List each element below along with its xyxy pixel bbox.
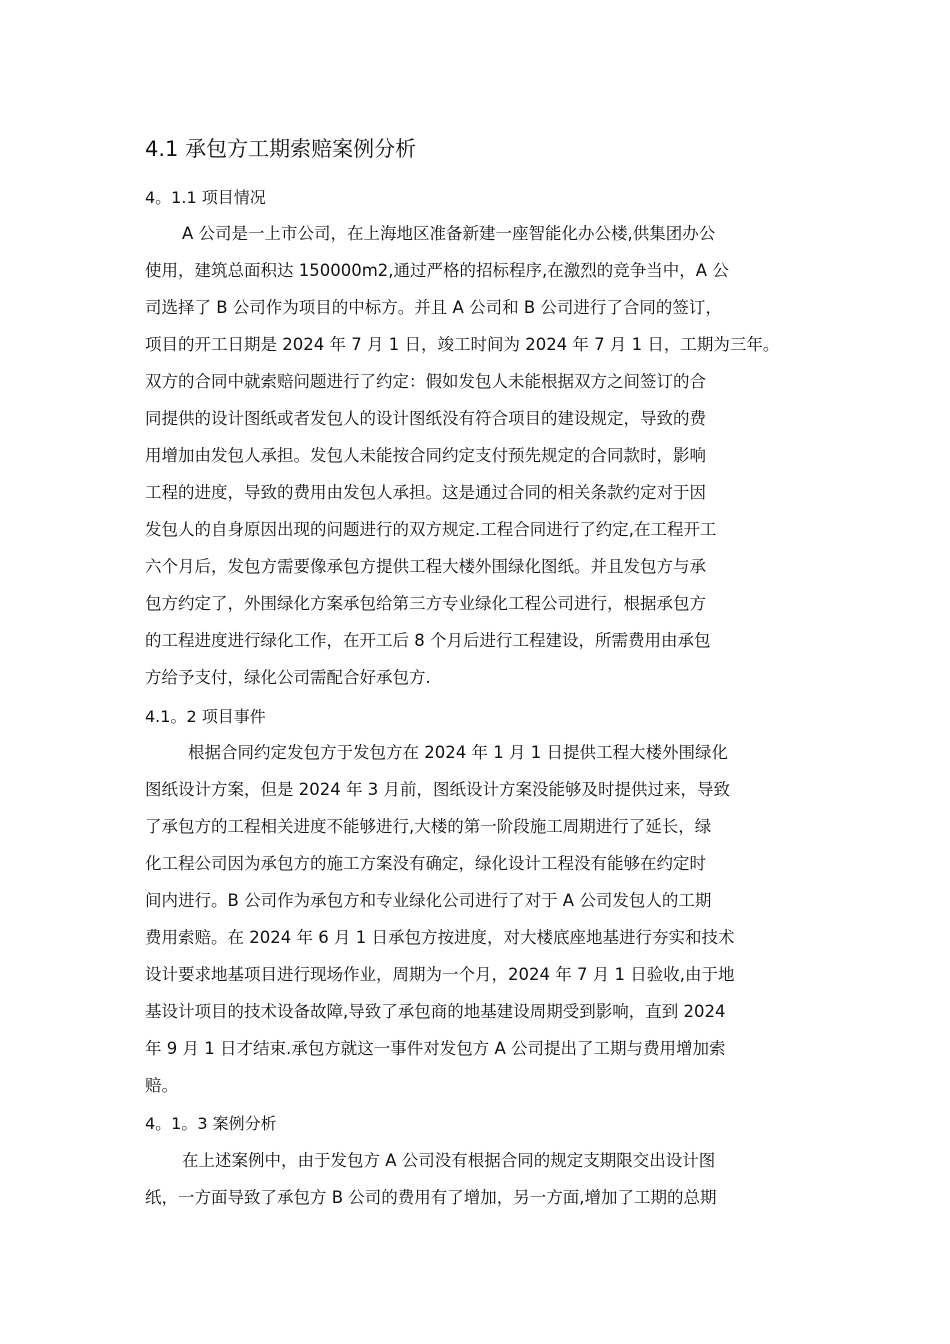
paragraph-line: 方给予支付，绿化公司需配合好承包方. [145, 668, 431, 687]
paragraph-line: 图纸设计方案，但是 2024 年 3 月前，图纸设计方案没能够及时提供过来，导致 [145, 780, 730, 799]
paragraph-line: 化工程公司因为承包方的施工方案没有确定，绿化设计工程没有能够在约定时 [145, 854, 706, 873]
paragraph-line: 六个月后，发包方需要像承包方提供工程大楼外围绿化图纸。并且发包方与承 [145, 557, 706, 576]
paragraph-line: 年 9 月 1 日才结束.承包方就这一事件对发包方 A 公司提出了工期与费用增加索 [145, 1039, 726, 1058]
subsection-heading-case-analysis: 4。1。3 案例分析 [145, 1114, 277, 1133]
paragraph-line: 了承包方的工程相关进度不能够进行,大楼的第一阶段施工周期进行了延长，绿 [145, 817, 712, 836]
paragraph-line: 的工程进度进行绿化工作，在开工后 8 个月后进行工程建设，所需费用由承包 [145, 631, 711, 650]
paragraph-line: 费用索赔。在 2024 年 6 月 1 日承包方按进度，对大楼底座地基进行夯实和技术 [145, 928, 735, 947]
paragraph-line: 项目的开工日期是 2024 年 7 月 1 日，竣工时间为 2024 年 7 月 1 日，工期为三年。 [145, 335, 780, 354]
paragraph-line: 双方的合同中就索赔问题进行了约定：假如发包人未能根据双方之间签订的合 [145, 372, 706, 391]
paragraph-line: 司选择了 B 公司作为项目的中标方。并且 A 公司和 B 公司进行了合同的签订， [145, 298, 722, 317]
paragraph-line: 发包人的自身原因出现的问题进行的双方规定.工程合同进行了约定,在工程开工 [145, 520, 717, 539]
paragraph-line: 基设计项目的技术设备故障,导致了承包商的地基建设周期受到影响，直到 2024 [145, 1002, 726, 1021]
paragraph-line: 包方约定了，外围绿化方案承包给第三方专业绿化工程公司进行，根据承包方 [145, 594, 706, 613]
paragraph-line: 使用，建筑总面积达 150000m2,通过严格的招标程序,在激烈的竞争当中，A 公 [145, 261, 729, 280]
paragraph-line: 纸，一方面导致了承包方 B 公司的费用有了增加，另一方面,增加了工期的总期 [145, 1188, 717, 1207]
paragraph-line: 同提供的设计图纸或者发包人的设计图纸没有符合项目的建设规定，导致的费 [145, 409, 706, 428]
paragraph-line: 工程的进度，导致的费用由发包人承担。这是通过合同的相关条款约定对于因 [145, 483, 706, 502]
paragraph-line: A 公司是一上市公司，在上海地区准备新建一座智能化办公楼,供集团办公 [182, 224, 716, 243]
paragraph-line: 间内进行。B 公司作为承包方和专业绿化公司进行了对于 A 公司发包人的工期 [145, 891, 712, 910]
subsection-heading-project-info: 4。1.1 项目情况 [145, 188, 266, 207]
paragraph-line: 根据合同约定发包方于发包方在 2024 年 1 月 1 日提供工程大楼外围绿化 [188, 743, 728, 762]
section-title: 4.1 承包方工期索赔案例分析 [145, 137, 417, 161]
paragraph-line: 在上述案例中，由于发包方 A 公司没有根据合同的规定支期限交出设计图 [182, 1151, 716, 1170]
paragraph-line: 用增加由发包人承担。发包人未能按合同约定支付预先规定的合同款时，影响 [145, 446, 706, 465]
paragraph-line: 赔。 [145, 1076, 178, 1095]
subsection-heading-project-event: 4.1。2 项目事件 [145, 707, 266, 726]
paragraph-line: 设计要求地基项目进行现场作业，周期为一个月，2024 年 7 月 1 日验收,由于地 [145, 965, 735, 984]
